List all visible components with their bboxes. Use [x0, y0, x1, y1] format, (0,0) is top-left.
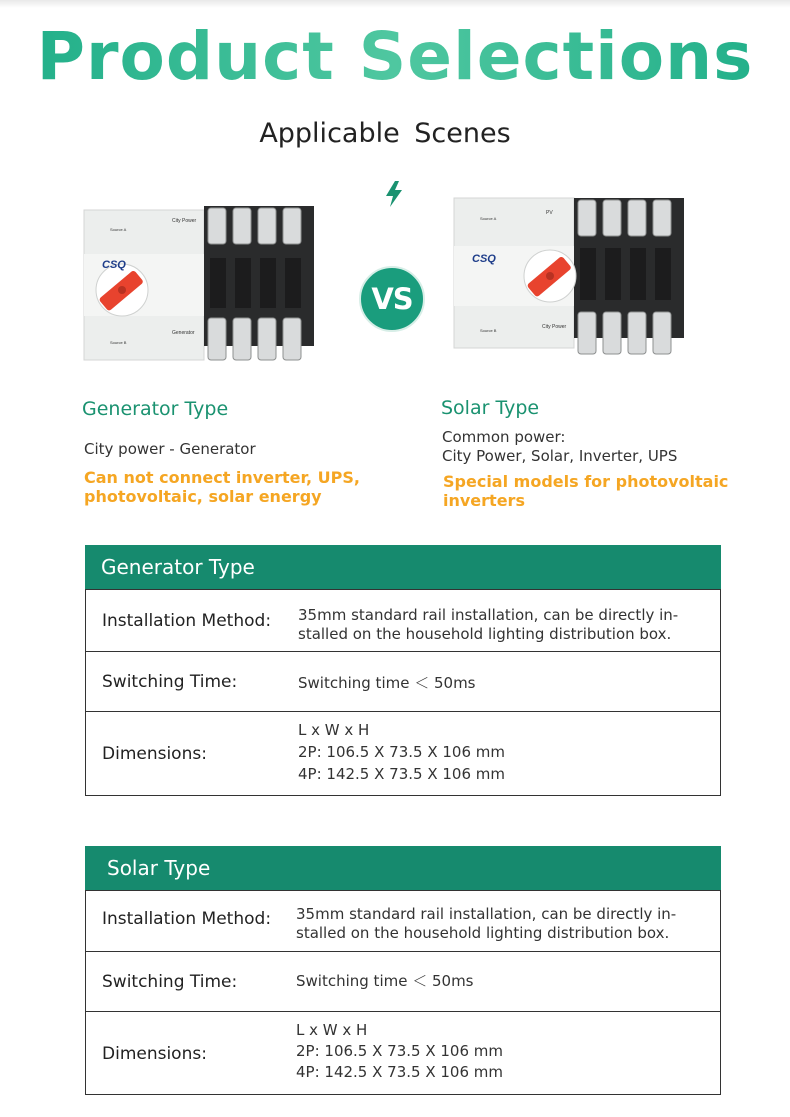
table-row	[86, 651, 720, 711]
row-label: Installation Method:	[102, 611, 272, 631]
row-value	[298, 674, 476, 693]
device-source-b: Source B	[480, 328, 497, 333]
top-shadow	[0, 0, 790, 8]
value-line: 4P: 142.5 X 73.5 X 106 mm	[296, 1063, 503, 1081]
table-heading: Generator Type	[85, 545, 721, 589]
solar-type-warning	[443, 472, 728, 510]
row-value	[296, 1020, 503, 1083]
device-brand: CSQ	[472, 253, 496, 265]
value-line: Switching time ＜ 50ms	[298, 674, 476, 692]
row-value	[296, 905, 676, 943]
value-line: stalled on the household lighting distribution box.	[296, 924, 670, 942]
solar-spec-table	[85, 846, 721, 1095]
value-line: 35mm standard rail installation, can be directly in-	[298, 606, 679, 624]
desc-line: City power - Generator	[84, 440, 256, 458]
value-line: stalled on the household lighting distribution box.	[298, 625, 672, 643]
page-title: Product Selections	[0, 18, 790, 95]
desc-line: City Power, Solar, Inverter, UPS	[442, 447, 678, 465]
device-source-a: Source A	[110, 227, 127, 232]
table-row	[86, 951, 720, 1011]
generator-type-warning	[84, 468, 360, 506]
device-label-top: PV	[546, 210, 553, 216]
desc-line: Common power:	[442, 428, 566, 446]
table-row	[86, 1011, 720, 1094]
device-source-a: Source A	[480, 216, 497, 221]
table-heading: Solar Type	[85, 846, 721, 890]
page-subtitle: Applicable Scenes	[259, 118, 511, 149]
value-line: 2P: 106.5 X 73.5 X 106 mm	[296, 1042, 503, 1060]
table-row	[86, 711, 720, 795]
value-line: 2P: 106.5 X 73.5 X 106 mm	[298, 743, 505, 761]
row-label: Dimensions:	[102, 744, 207, 764]
value-line: 4P: 142.5 X 73.5 X 106 mm	[298, 765, 505, 783]
generator-spec-table	[85, 545, 721, 796]
row-label: Dimensions:	[102, 1044, 207, 1064]
solar-type-title: Solar Type	[441, 397, 540, 419]
solar-switch-image	[450, 190, 690, 365]
value-line: Switching time ＜ 50ms	[296, 972, 474, 990]
value-line: L x W x H	[298, 721, 370, 739]
warn-line: Can not connect inverter, UPS,	[84, 468, 360, 487]
value-line: L x W x H	[296, 1021, 368, 1039]
table-row	[86, 890, 720, 951]
device-source-b: Source B	[110, 340, 127, 345]
lightning-icon	[383, 181, 405, 207]
device-label-top: City Power	[172, 218, 197, 224]
row-label: Installation Method:	[102, 909, 272, 929]
row-value	[298, 719, 505, 785]
generator-type-title: Generator Type	[82, 398, 229, 420]
device-brand: CSQ	[102, 259, 126, 271]
warn-line: Special models for photovoltaic	[443, 472, 729, 491]
row-value	[296, 972, 474, 991]
row-value	[298, 606, 678, 644]
generator-switch-image	[80, 196, 320, 371]
vs-badge: VS	[359, 266, 425, 332]
device-label-bottom: Generator	[172, 330, 195, 336]
generator-type-desc	[84, 440, 256, 459]
device-label-bottom: City Power	[542, 324, 567, 330]
table-row	[86, 589, 720, 651]
warn-line: inverters	[443, 491, 525, 510]
value-line: 35mm standard rail installation, can be directly in-	[296, 905, 677, 923]
row-label: Switching Time:	[102, 672, 238, 692]
row-label: Switching Time:	[102, 972, 238, 992]
solar-type-desc	[442, 428, 677, 466]
warn-line: photovoltaic, solar energy	[84, 487, 322, 506]
